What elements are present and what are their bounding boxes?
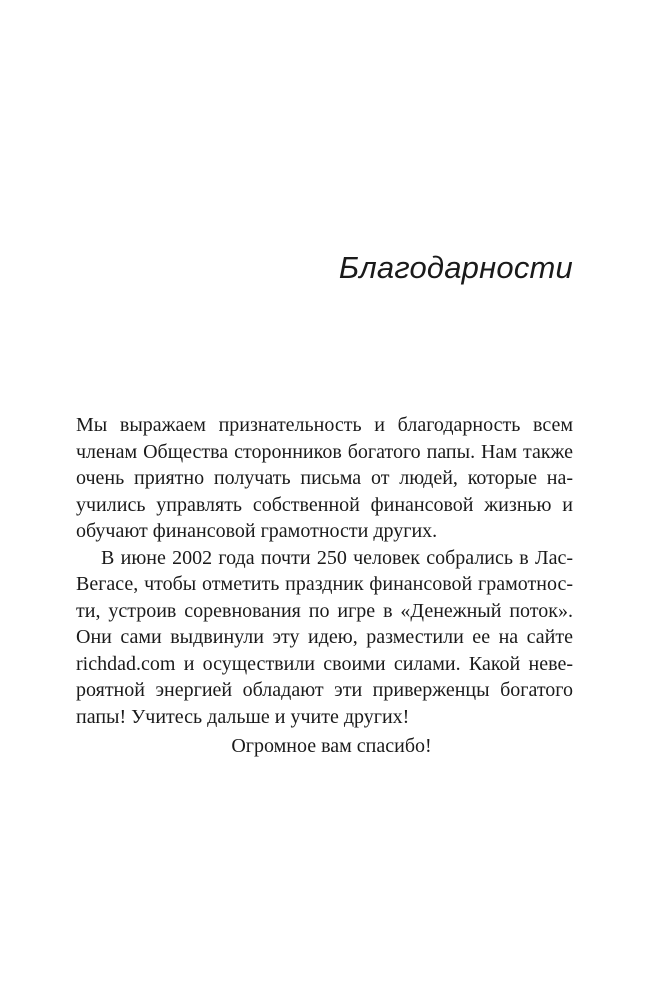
- paragraph-1: [76, 412, 573, 545]
- text-line: учились управлять собственной финансовой жизнью и: [76, 493, 573, 516]
- text-line: richdad.com и осуществили своими силами. Какой неве-: [76, 652, 573, 675]
- paragraph-2: [76, 545, 573, 731]
- text-line: обучают финансовой грамотности других.: [76, 520, 438, 542]
- closing-line: Огромное вам спасибо!: [231, 735, 432, 757]
- text-line: членам Общества сторонников богатого папы. Нам также: [76, 440, 573, 463]
- body-text: [76, 412, 573, 730]
- text-line: папы! Учитесь дальше и учите других!: [76, 705, 410, 728]
- text-line: роятной энергией обладают эти приверженцы богатого: [76, 679, 573, 701]
- page-title: Благодарности: [338, 250, 573, 285]
- text-line: Мы выражаем признательность и благодарность всем: [76, 414, 573, 436]
- text-line: В июне 2002 года почти 250 человек собрались в Лас-: [101, 546, 573, 569]
- text-line: ти, устроив соревнования по игре в «Денежный поток».: [76, 599, 573, 622]
- text-line: Они сами выдвинули эту идею, разместили ее на сайте: [76, 626, 573, 648]
- text-line: очень приятно получать письма от людей, которые на-: [76, 467, 573, 489]
- text-line: Вегасе, чтобы отметить праздник финансовой грамотнос-: [76, 573, 573, 595]
